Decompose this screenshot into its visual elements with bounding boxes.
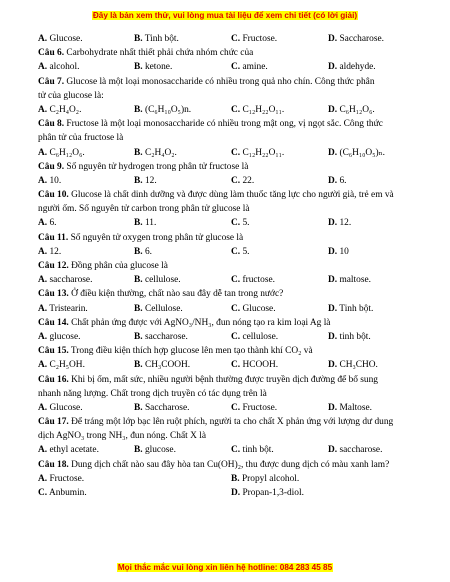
question-number: Câu 7. — [38, 76, 65, 87]
question-stem-continuation: dịch AgNO₃ trong NH₃, đun nóng. Chất X là — [38, 431, 206, 442]
option-text: Fructose. — [240, 34, 278, 44]
answer-option — [231, 103, 284, 117]
option-text: 5. — [240, 246, 250, 257]
option-text: 5. — [240, 218, 250, 229]
hotline-text: Mọi thắc mắc vui lòng xin liên hệ hotline: 084 283 45 85 — [117, 563, 333, 572]
option-text: ketone. — [142, 62, 173, 73]
option-letter: B. — [134, 104, 143, 115]
option-letter: B. — [134, 147, 143, 158]
question-stem — [38, 117, 418, 131]
question-stem-continuation: nhanh năng lượng. Chất trong dịch truyền có tác dụng trên là — [38, 388, 267, 399]
option-text: ethyl acetate. — [47, 445, 99, 456]
answer-option — [328, 401, 372, 415]
question-text: Số nguyên tử oxygen trong phân tử glucose là — [68, 232, 244, 243]
answer-option — [231, 330, 278, 344]
question-number: Câu 10. — [38, 190, 69, 201]
option-text: saccharose. — [142, 331, 188, 342]
option-text: (C₆H₁₀O₅)n. — [142, 104, 192, 115]
question-stem-continuation: người ốm. Số nguyên tử carbon trong phân tử glucose là — [38, 204, 250, 215]
question-text: Số nguyên tử hydrogen trong phân tử fructose là — [64, 161, 249, 172]
option-text: C₁₂H₂₂O₁₁. — [240, 147, 285, 158]
answer-option — [134, 273, 181, 287]
option-letter: C. — [231, 147, 241, 158]
answer-options-row — [38, 32, 418, 46]
answer-option — [328, 245, 349, 259]
answer-option — [134, 245, 152, 259]
answer-option — [328, 60, 376, 74]
option-letter: B. — [231, 473, 240, 484]
answer-option — [134, 103, 191, 117]
answer-options-row — [38, 486, 418, 500]
option-letter: A. — [38, 246, 48, 257]
answer-option — [38, 273, 92, 287]
option-text: CH₃COOH. — [142, 360, 191, 371]
option-letter: D. — [328, 34, 338, 44]
option-text: Tinh bột. — [337, 303, 374, 314]
answer-option — [134, 216, 156, 230]
option-letter: D. — [328, 402, 338, 413]
option-text: 10. — [47, 175, 62, 186]
question-number: Câu 14. — [38, 317, 69, 328]
answer-options-row — [38, 401, 418, 415]
option-text: 6. — [337, 175, 347, 186]
question-stem — [38, 287, 418, 301]
answer-option — [231, 32, 277, 46]
answer-option — [231, 216, 250, 230]
question-stem — [38, 231, 418, 245]
answer-option — [134, 330, 188, 344]
question-text: Chất phản ứng được với AgNO₃/NH₃, đun nóng tạo ra kim loại Ag là — [68, 317, 331, 328]
question-number: Câu 15. — [38, 346, 69, 357]
option-text: glucose. — [47, 331, 81, 342]
option-letter: B. — [134, 402, 143, 413]
question-stem — [38, 458, 418, 472]
answer-options-row — [38, 60, 418, 74]
answer-option — [231, 443, 274, 457]
question-text: Trong điều kiện thích hợp glucose lên men tạo thành khí CO₂ và — [68, 346, 313, 357]
question-stem — [38, 373, 418, 387]
option-letter: C. — [231, 34, 241, 44]
answer-option — [231, 472, 299, 486]
option-letter: B. — [134, 275, 143, 286]
option-text: 6. — [142, 246, 152, 257]
option-letter: B. — [134, 331, 143, 342]
answer-option — [38, 216, 57, 230]
answer-option — [231, 60, 268, 74]
option-letter: B. — [134, 360, 143, 371]
answer-option — [134, 358, 190, 372]
preview-notice-text: Đây là bản xem thử, vui lòng mua tài liệu để xem chi tiết (có lời giải) — [92, 11, 358, 20]
option-letter: C. — [231, 246, 241, 257]
option-letter: D. — [231, 488, 241, 498]
option-letter: C. — [231, 62, 241, 73]
option-letter: D. — [328, 246, 338, 257]
question-stem — [38, 188, 418, 202]
answer-option — [328, 174, 347, 188]
question-number: Câu 17. — [38, 417, 69, 428]
answer-option — [328, 216, 351, 230]
option-text: 12. — [47, 246, 62, 257]
option-letter: D. — [328, 331, 338, 342]
hotline-footer — [0, 563, 450, 572]
answer-option — [231, 302, 276, 316]
option-text: cellulose. — [240, 331, 279, 342]
option-text: Saccharose. — [142, 402, 190, 413]
question-stem — [38, 160, 418, 174]
answer-option — [38, 401, 83, 415]
option-text: Fructose. — [240, 402, 278, 413]
option-text: Glucose. — [47, 34, 83, 44]
answer-option — [38, 32, 83, 46]
answer-option — [38, 174, 61, 188]
answer-option — [134, 60, 172, 74]
option-text: C₆H₁₂O₆. — [47, 147, 85, 158]
question-stem — [38, 415, 418, 429]
question-number: Câu 8. — [38, 119, 65, 130]
answer-options-row — [38, 146, 418, 160]
option-letter: C. — [231, 104, 241, 115]
answer-option — [38, 358, 85, 372]
answer-option — [231, 486, 304, 500]
option-text: Fructose. — [47, 473, 85, 484]
answer-options-row — [38, 472, 418, 486]
answer-options-row — [38, 358, 418, 372]
answer-option — [134, 401, 189, 415]
question-number: Câu 6. — [38, 48, 65, 59]
option-text: glucose. — [142, 445, 176, 456]
question-number: Câu 9. — [38, 161, 65, 172]
answer-options-row — [38, 216, 418, 230]
question-text: Dung dịch chất nào sau đây hòa tan Cu(OH)₂, thu được dung dịch có màu xanh lam? — [68, 459, 390, 470]
answer-option — [328, 273, 371, 287]
answer-options-row — [38, 302, 418, 316]
answer-option — [328, 146, 385, 160]
option-letter: C. — [231, 360, 241, 371]
option-letter: D. — [328, 275, 338, 286]
answer-option — [38, 486, 87, 500]
option-letter: A. — [38, 175, 48, 186]
question-stem — [38, 344, 418, 358]
answer-option — [134, 302, 183, 316]
option-letter: C. — [231, 402, 241, 413]
question-text: Carbohydrate nhất thiết phải chứa nhóm chức của — [64, 48, 254, 59]
answer-option — [328, 358, 378, 372]
question-text: Ở điều kiện thường, chất nào sau đây dễ tan trong nước? — [68, 289, 284, 300]
answer-option — [231, 401, 277, 415]
option-letter: A. — [38, 473, 48, 484]
option-text: Cellulose. — [142, 303, 183, 314]
question-stem — [38, 75, 418, 89]
answer-options-row — [38, 330, 418, 344]
option-text: Tinh bột. — [142, 34, 179, 44]
question-text: Fructose là một loại monosaccharide có nhiều trong mật ong, vị ngọt sắc. Công thức — [64, 119, 383, 130]
option-letter: D. — [328, 360, 338, 371]
option-letter: B. — [134, 246, 143, 257]
answer-option — [38, 245, 61, 259]
question-list — [38, 32, 418, 500]
question-number: Câu 18. — [38, 459, 69, 470]
question-stem-continuation: tử của glucose là: — [38, 90, 104, 101]
option-letter: A. — [38, 218, 48, 229]
option-letter: A. — [38, 34, 48, 44]
option-letter: A. — [38, 104, 48, 115]
option-text: C₆H₁₂O₆. — [337, 104, 375, 115]
option-text: C₁₂H₂₂O₁₁. — [240, 104, 285, 115]
answer-options-row — [38, 103, 418, 117]
option-text: 11. — [142, 218, 157, 229]
question-stem-continuation: phân tử của fructose là — [38, 133, 124, 144]
question-number: Câu 13. — [38, 289, 69, 300]
option-letter: C. — [38, 488, 48, 498]
option-letter: D. — [328, 218, 338, 229]
question-stem — [38, 46, 418, 60]
option-letter: A. — [38, 445, 48, 456]
option-text: tinh bột. — [240, 445, 274, 456]
option-text: CH₃CHO. — [337, 360, 378, 371]
option-letter: B. — [134, 303, 143, 314]
option-letter: A. — [38, 402, 48, 413]
option-letter: C. — [231, 275, 241, 286]
answer-option — [38, 60, 79, 74]
option-text: (C₆H₁₀O₅)ₙ. — [337, 147, 385, 158]
option-letter: C. — [231, 218, 241, 229]
option-text: Glucose. — [47, 402, 83, 413]
option-letter: C. — [231, 175, 241, 186]
option-letter: D. — [328, 62, 338, 73]
option-letter: D. — [328, 175, 338, 186]
answer-option — [328, 32, 384, 46]
option-letter: D. — [328, 104, 338, 115]
option-text: C₂H₅OH. — [47, 360, 85, 371]
answer-option — [231, 273, 275, 287]
option-letter: D. — [328, 303, 338, 314]
option-text: alcohol. — [47, 62, 80, 73]
question-text: Glucose là chất dinh dưỡng và được dùng làm thuốc tăng lực cho người già, trẻ em và — [68, 190, 394, 201]
option-text: tinh bột. — [337, 331, 371, 342]
option-letter: A. — [38, 62, 48, 73]
option-letter: B. — [134, 175, 143, 186]
option-text: Saccharose. — [337, 34, 384, 44]
answer-option — [134, 32, 179, 46]
option-letter: B. — [134, 62, 143, 73]
option-text: 22. — [240, 175, 255, 186]
option-text: Tristearin. — [47, 303, 88, 314]
option-text: aldehyde. — [337, 62, 376, 73]
answer-option — [38, 472, 84, 486]
option-letter: B. — [134, 445, 143, 456]
answer-option — [231, 245, 250, 259]
option-letter: A. — [38, 331, 48, 342]
option-text: C₂H₄O₂. — [142, 147, 177, 158]
option-letter: D. — [328, 147, 338, 158]
option-text: Glucose. — [240, 303, 276, 314]
option-text: Propan-1,3-diol. — [240, 488, 304, 498]
answer-option — [38, 443, 99, 457]
question-number: Câu 16. — [38, 374, 69, 385]
option-text: Maltose. — [337, 402, 373, 413]
answer-option — [328, 443, 382, 457]
option-letter: C. — [231, 445, 241, 456]
option-letter: A. — [38, 147, 48, 158]
option-text: C₂H₄O₂. — [47, 104, 82, 115]
answer-options-row — [38, 443, 418, 457]
answer-options-row — [38, 174, 418, 188]
question-text: Để tráng một lớp bạc lên ruột phích, người ta cho chất X phản ứng với lượng dư dung — [68, 417, 394, 428]
option-text: maltose. — [337, 275, 371, 286]
option-letter: A. — [38, 303, 48, 314]
option-text: saccharose. — [47, 275, 93, 286]
option-text: amine. — [240, 62, 268, 73]
option-text: 10 — [337, 246, 349, 257]
question-number: Câu 12. — [38, 261, 69, 271]
answer-option — [328, 103, 375, 117]
question-text: Khi bị ốm, mất sức, nhiều người bệnh thường được truyền dịch đường để bổ sung — [68, 374, 378, 385]
option-text: Propyl alcohol. — [239, 473, 300, 484]
answer-option — [328, 302, 373, 316]
preview-notice-banner — [0, 11, 450, 20]
option-letter: A. — [38, 360, 48, 371]
answer-options-row — [38, 245, 418, 259]
option-letter: C. — [231, 303, 241, 314]
option-text: cellulose. — [142, 275, 181, 286]
question-stem — [38, 316, 418, 330]
answer-option — [134, 174, 157, 188]
answer-option — [328, 330, 371, 344]
question-stem — [38, 259, 418, 273]
option-letter: B. — [134, 218, 143, 229]
option-text: 6. — [47, 218, 57, 229]
answer-options-row — [38, 273, 418, 287]
option-letter: B. — [134, 34, 143, 44]
question-number: Câu 11. — [38, 232, 69, 243]
answer-option — [38, 302, 88, 316]
option-letter: A. — [38, 275, 48, 286]
option-text: Anbumin. — [47, 488, 87, 498]
answer-option — [134, 443, 176, 457]
option-text: 12. — [337, 218, 352, 229]
option-text: fructose. — [240, 275, 276, 286]
option-letter: C. — [231, 331, 241, 342]
question-text: Đồng phân của glucose là — [68, 261, 168, 271]
answer-option — [231, 358, 278, 372]
answer-option — [231, 146, 284, 160]
question-text: Glucose là một loại monosaccharide có nhiều trong quả nho chín. Công thức phân — [64, 76, 375, 87]
answer-option — [38, 146, 85, 160]
option-text: 12. — [142, 175, 157, 186]
answer-option — [134, 146, 177, 160]
answer-option — [231, 174, 254, 188]
answer-option — [38, 103, 81, 117]
answer-option — [38, 330, 80, 344]
option-text: saccharose. — [337, 445, 383, 456]
option-text: HCOOH. — [240, 360, 279, 371]
option-letter: D. — [328, 445, 338, 456]
